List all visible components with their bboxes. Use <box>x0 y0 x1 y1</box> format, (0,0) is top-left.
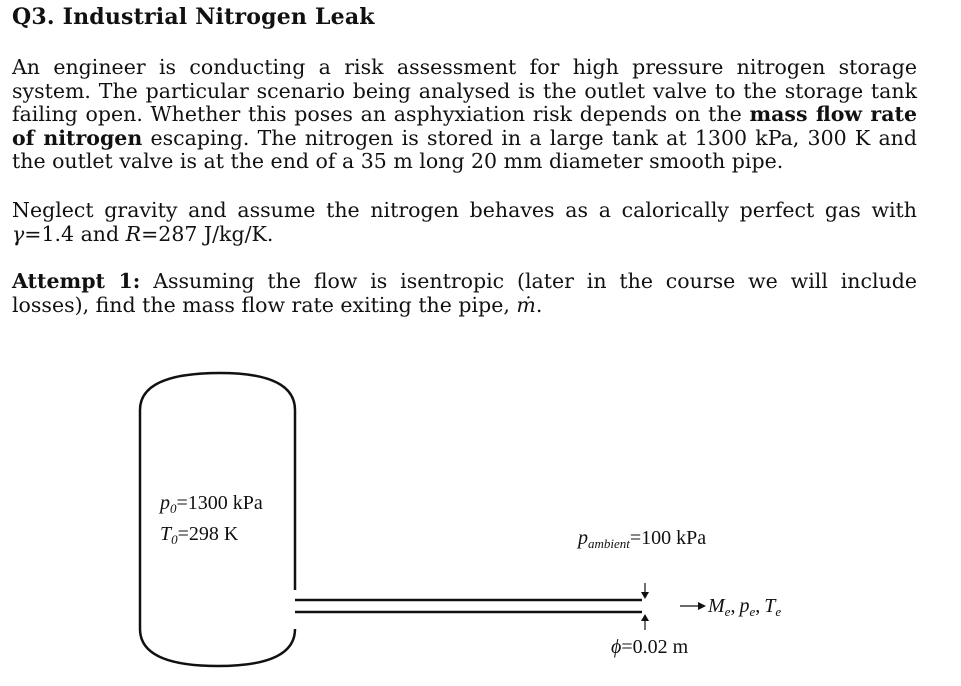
question-title-text: Industrial Nitrogen Leak <box>62 4 375 30</box>
paragraph-text: escaping. The nitrogen is stored in a large tank at 1300 kPa, 300 K and the outlet valve is at the end of a 35 m long 20 mm diameter smooth pipe. <box>12 125 917 173</box>
ambient-pressure-label: $p_{ambient}=100$ kPa <box>578 527 707 551</box>
gamma-symbol: γ <box>12 221 25 246</box>
paragraph-text: An engineer is conducting a risk assessment for high pressure nitrogen storage system. The particular scenario being analysed is the outlet valve to the storage tank failing open. Whether this poses an asphyxiation risk depends on the <box>12 55 917 126</box>
tank-pipe-diagram <box>0 340 961 686</box>
gas-constant-value: =287 J/kg/K. <box>141 221 274 246</box>
question-number: Q3. <box>12 4 55 30</box>
exit-flow-arrowhead <box>698 602 706 610</box>
exit-conditions-label: $M_e$, $p_e$, $T_e$ <box>708 595 782 619</box>
problem-paragraph-3 <box>12 270 917 317</box>
paragraph-text: Assuming the flow is isentropic (later in the course we will include losses), find the mass flow rate exiting the pipe, <box>12 269 917 317</box>
mass-flow-symbol: ṁ <box>516 292 536 317</box>
tank-pressure-label: $p_0=1300$ kPa <box>160 492 263 516</box>
storage-tank <box>140 373 295 666</box>
bold-emphasis: mass flow rate of nitrogen <box>12 102 917 150</box>
question-title <box>12 4 375 30</box>
pipe-diameter-label: ϕ=0.02 m <box>611 636 689 658</box>
gamma-value: =1.4 <box>24 221 75 246</box>
attempt-label: Attempt 1: <box>12 269 141 293</box>
problem-paragraph-2 <box>12 199 917 246</box>
paragraph-text: and <box>80 221 120 246</box>
diameter-arrowhead-top <box>641 592 649 599</box>
problem-paragraph-1 <box>12 56 917 174</box>
gas-constant-symbol: R <box>125 221 142 246</box>
paragraph-text: . <box>535 292 543 317</box>
diameter-arrowhead-bottom <box>641 614 649 621</box>
paragraph-text: Neglect gravity and assume the nitrogen behaves as a calorically perfect gas with <box>12 198 917 222</box>
tank-temperature-label: $T_0=298$ K <box>160 523 239 547</box>
